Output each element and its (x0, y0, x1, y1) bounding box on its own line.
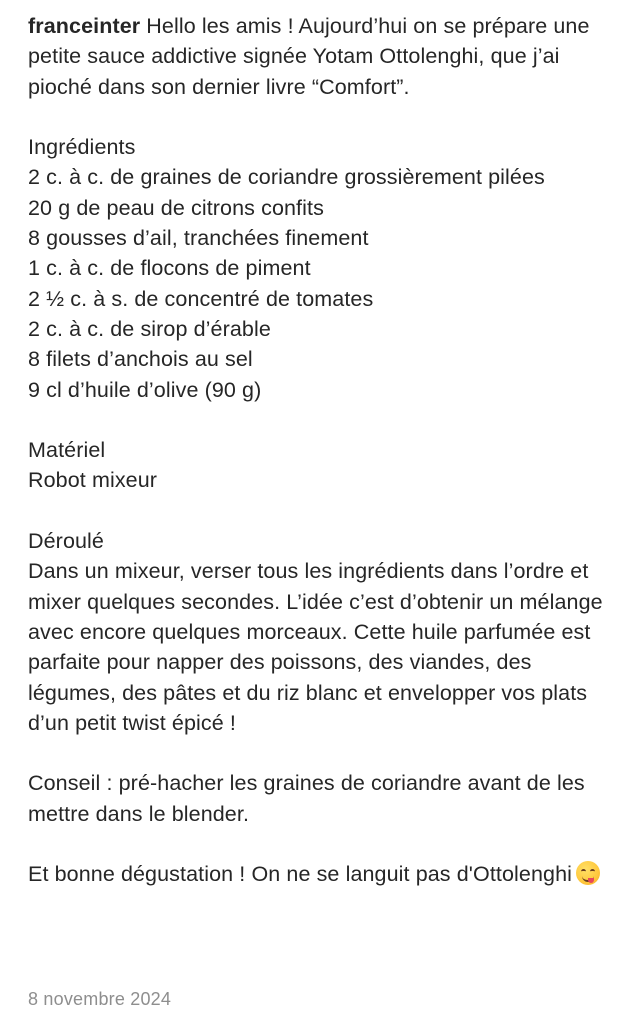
post-caption (28, 11, 618, 890)
deroule-heading: Déroulé (28, 529, 104, 554)
ingredient-item: 1 c. à c. de flocons de piment (28, 256, 311, 281)
ingredient-item: 8 filets d’anchois au sel (28, 347, 253, 372)
materiel-heading: Matériel (28, 438, 106, 463)
post-date: 8 novembre 2024 (28, 989, 172, 1009)
conseil-text: Conseil : pré-hacher les graines de coriandre avant de les mettre dans le blender. (28, 771, 585, 826)
username-link[interactable]: franceinter (28, 14, 141, 38)
materiel-text: Robot mixeur (28, 468, 158, 493)
ingredients-heading: Ingrédients (28, 135, 136, 160)
ingredient-item: 20 g de peau de citrons confits (28, 195, 324, 220)
ingredient-item: 2 ½ c. à s. de concentré de tomates (28, 286, 374, 311)
caption-intro (28, 11, 618, 102)
face-savoring-food-emoji-icon (576, 861, 600, 885)
intro-text: Hello les amis ! Aujourd’hui on se prépare une petite sauce addictive signée Yotam Ottolenghi, que j’ai pioché dans son dernier livre “Comfort”. (28, 14, 590, 99)
deroule-text: Dans un mixeur, verser tous les ingrédients dans l’ordre et mixer quelques secondes. L’idée c’est d’obtenir un mélange avec encore quelques morceaux. Cette huile parfumée est parfaite pour napper des poissons, des viandes, des légumes, des pâtes et du riz blanc et envelopper vos plats d’un petit twist épicé ! (28, 559, 603, 735)
ingredient-item: 2 c. à c. de graines de coriandre grossièrement pilées (28, 165, 545, 190)
outro-text: Et bonne dégustation ! On ne se languit pas d'Ottolenghi (28, 862, 573, 887)
ingredient-item: 9 cl d’huile d’olive (90 g) (28, 377, 262, 402)
ingredient-item: 8 gousses d’ail, tranchées finement (28, 226, 369, 251)
ingredient-item: 2 c. à c. de sirop d’érable (28, 316, 271, 341)
outro-paragraph (28, 859, 618, 889)
clipped-top-content (0, 0, 637, 2)
